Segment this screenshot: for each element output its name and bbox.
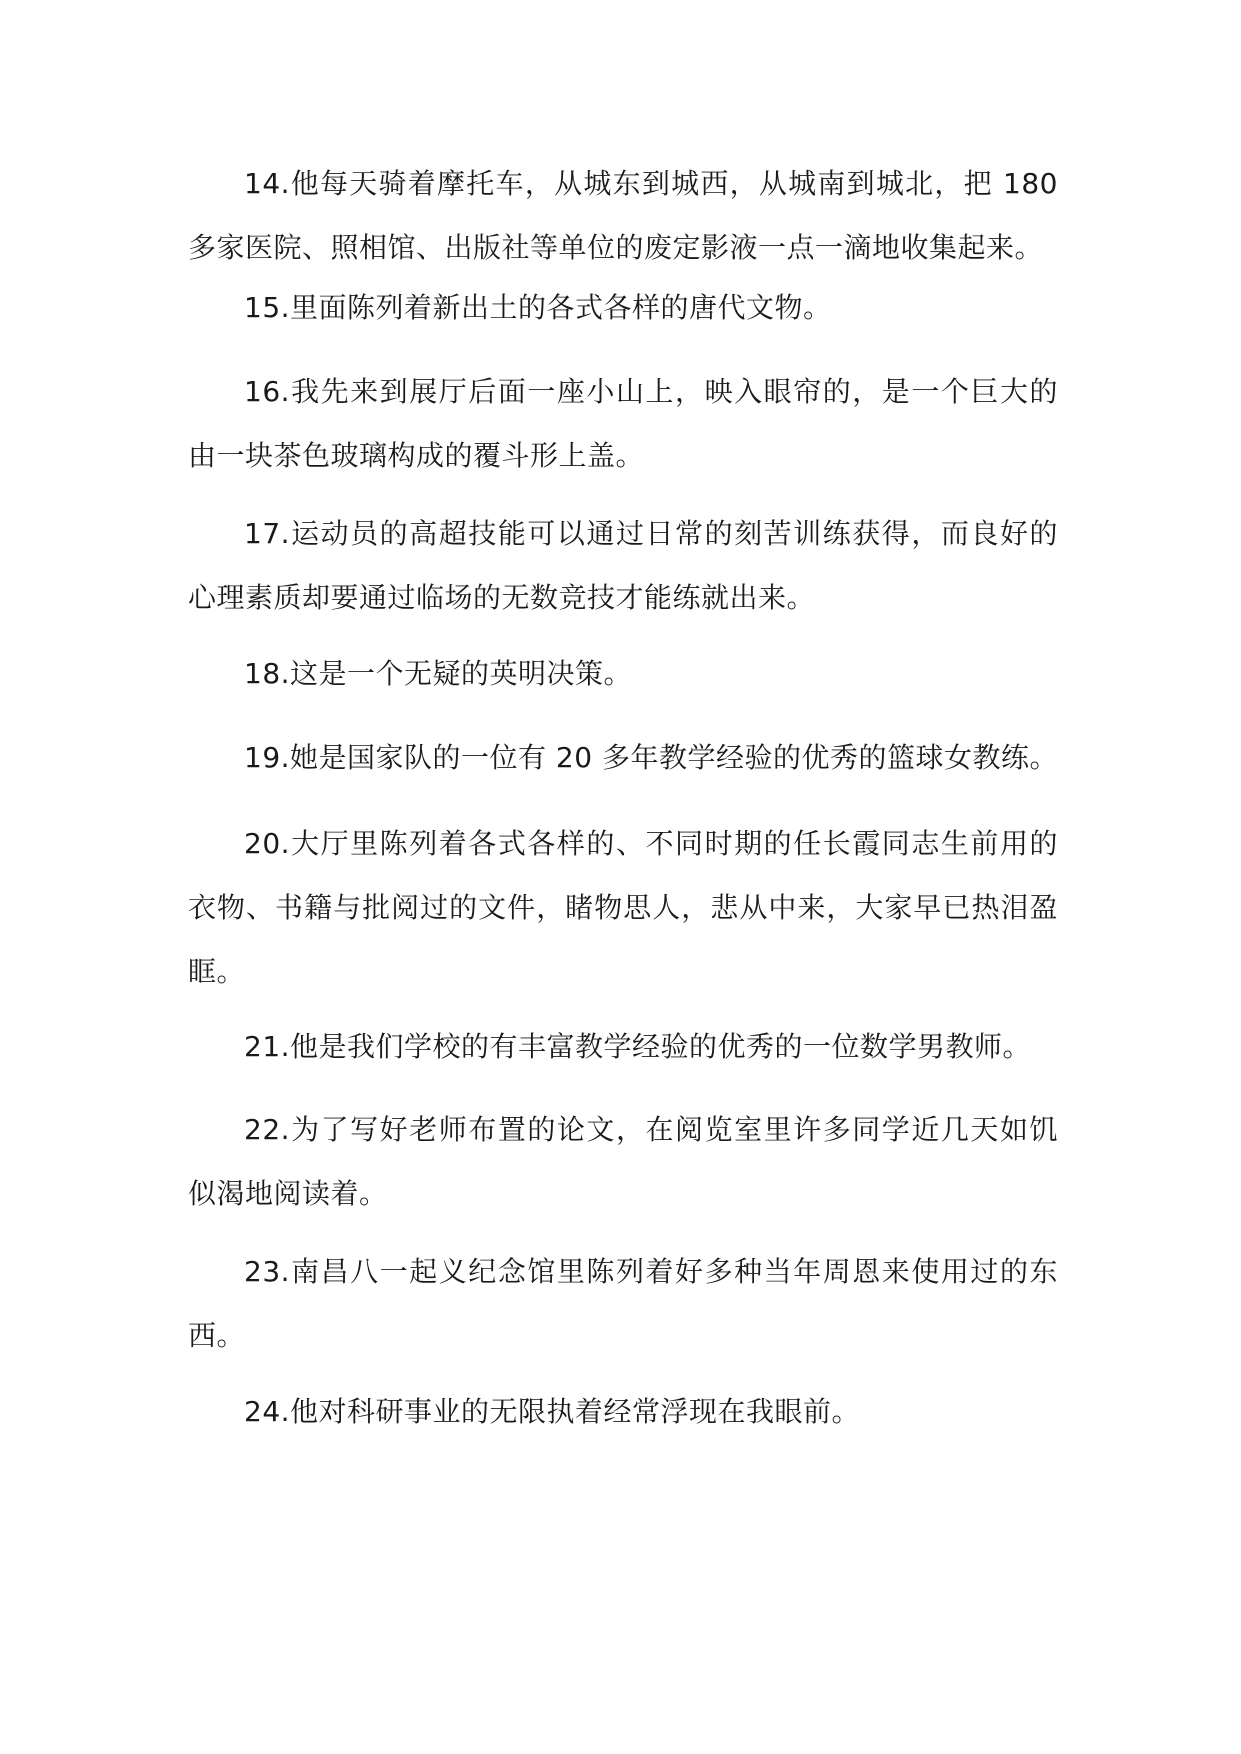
sentence-item-14: 14.他每天骑着摩托车，从城东到城西，从城南到城北，把 180 多家医院、照相馆、出版社等单位的废定影液一点一滴地收集起来。 (188, 167, 1058, 264)
sentence-item-20: 20.大厅里陈列着各式各样的、不同时期的任长霞同志生前用的衣物、书籍与批阅过的文件，睹物思人，悲从中来，大家早已热泪盈眶。 (188, 827, 1058, 988)
sentence-item-21: 21.他是我们学校的有丰富教学经验的优秀的一位数学男教师。 (244, 1030, 1032, 1063)
sentence-item-22: 22.为了写好老师布置的论文，在阅览室里许多同学近几天如饥似渴地阅读着。 (188, 1113, 1058, 1210)
sentence-item-24: 24.他对科研事业的无限执着经常浮现在我眼前。 (244, 1395, 861, 1428)
sentence-item-15: 15.里面陈列着新出土的各式各样的唐代文物。 (244, 291, 832, 324)
sentence-item-16: 16.我先来到展厅后面一座小山上，映入眼帘的，是一个巨大的由一块茶色玻璃构成的覆斗形上盖。 (188, 375, 1058, 472)
sentence-item-17: 17.运动员的高超技能可以通过日常的刻苦训练获得，而良好的心理素质却要通过临场的无数竞技才能练就出来。 (188, 517, 1058, 614)
sentence-item-23: 23.南昌八一起义纪念馆里陈列着好多种当年周恩来使用过的东西。 (188, 1255, 1058, 1352)
sentence-item-18: 18.这是一个无疑的英明决策。 (244, 657, 633, 690)
sentence-item-19: 19.她是国家队的一位有 20 多年教学经验的优秀的篮球女教练。 (244, 741, 1058, 774)
